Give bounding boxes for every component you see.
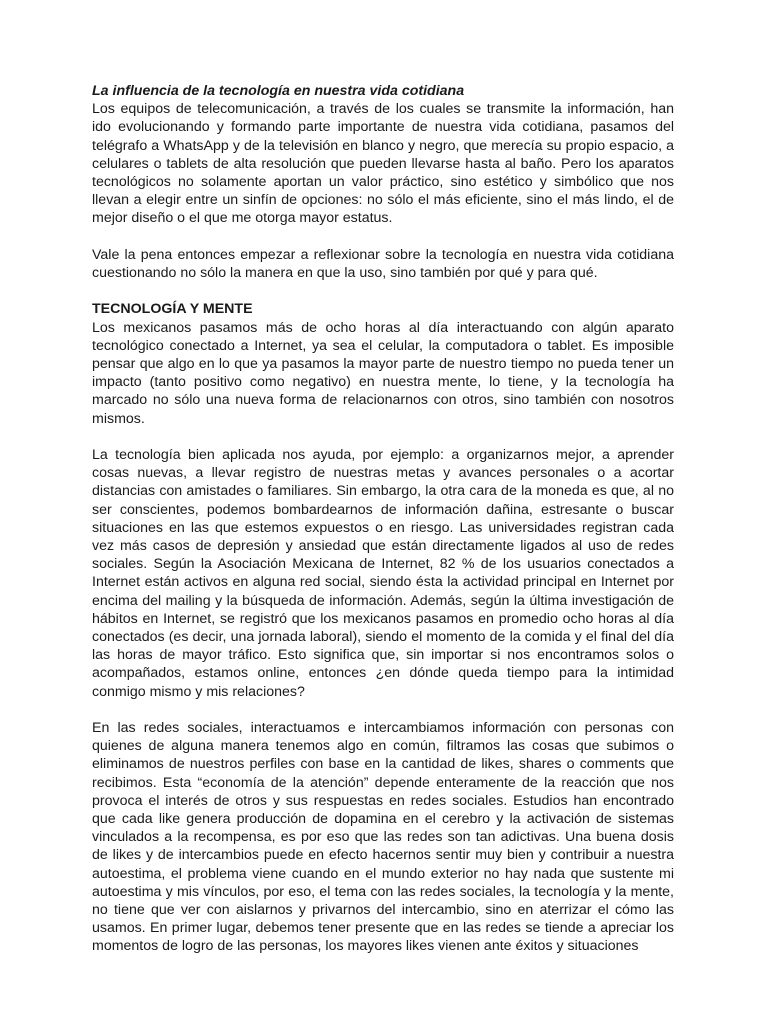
intro-paragraph-1: Los equipos de telecomunicación, a través de los cuales se transmite la información, han ido evolucionando y formando parte importante de nuestra vida cotidiana, pasamos del telégrafo a WhatsApp y de la televisión en blanco y negro, que merecía su propio espacio, a celulares o tablets de alta resolución que pueden llevarse hasta al baño. Pero los aparatos tecnológicos no solamente aportan un valor práctico, sino estético y simbólico que nos llevan a elegir entre un sinfín de opciones: no sólo el más eficiente, sino el más lindo, el de mejor diseño o el que me otorga mayor estatus. (92, 101, 674, 227)
section-paragraph-2: La tecnología bien aplicada nos ayuda, por ejemplo: a organizarnos mejor, a aprender cosas nuevas, a llevar registro de nuestras metas y avances personales o a acortar distancias con amistades o familiares. Sin embargo, la otra cara de la moneda es que, al no ser conscientes, podemos bombardearnos de información dañina, estresante o buscar situaciones en las que estemos expuestos o en riesgo. Las universidades registran cada vez más casos de depresión y ansiedad que están directamente ligados al uso de redes sociales. Según la Asociación Mexicana de Internet, 82 % de los usuarios conectados a Internet están activos en alguna red social, siendo ésta la actividad principal en Internet por encima del mailing y la búsqueda de información. Además, según la última investigación de hábitos en Internet, se registró que los mexicanos pasamos en promedio ocho horas al día conectados (es decir, una jornada laboral), siendo el momento de la comida y el final del día las horas de mayor tráfico. Esto significa que, sin importar si nos encontramos solos o acompañados, estamos online, entonces ¿en dónde queda tiempo para la intimidad conmigo mismo y mis relaciones? (92, 447, 674, 700)
paragraph-spacer (92, 282, 674, 300)
paragraph-spacer (92, 701, 674, 719)
section-paragraph-1: Los mexicanos pasamos más de ocho horas al día interactuando con algún aparato tecnológico conectado a Internet, ya sea el celular, la computadora o tablet. Es imposible pensar que algo en lo que ya pasamos la mayor parte de nuestro tiempo no pueda tener un impacto (tanto positivo como negativo) en nuestra mente, lo tiene, y la tecnología ha marcado no sólo una nueva forma de relacionarnos con otros, sino también con nosotros mismos. (92, 319, 674, 427)
document-page (92, 82, 674, 956)
document-title: La influencia de la tecnología en nuestra vida cotidiana (92, 83, 465, 99)
section-heading: TECNOLOGÍA Y MENTE (92, 301, 253, 318)
section-paragraph-3: En las redes sociales, interactuamos e intercambiamos información con personas con quienes de alguna manera tenemos algo en común, filtramos las cosas que subimos o eliminamos de nuestros perfiles con base en la cantidad de likes, shares o comments que recibimos. Esta “economía de la atención” depende enteramente de la reacción que nos provoca el interés de otros y sus respuestas en redes sociales. Estudios han encontrado que cada like genera producción de dopamina en el cerebro y la activación de sistemas vinculados a la recompensa, es por eso que las redes son tan adictivas. Una buena dosis de likes y de intercambios puede en efecto hacernos sentir muy bien y contribuir a nuestra autoestima, el problema viene cuando en el mundo exterior no hay nada que sustente mi autoestima y mis vínculos, por eso, el tema con las redes sociales, la tecnología y la mente, no tiene que ver con aislarnos y privarnos del intercambio, sino en aterrizar el cómo las usamos. En primer lugar, debemos tener presente que en las redes se tiende a apreciar los momentos de logro de las personas, los mayores likes vienen ante éxitos y situaciones (92, 720, 674, 955)
intro-paragraph-2: Vale la pena entonces empezar a reflexionar sobre la tecnología en nuestra vida cotidiana cuestionando no sólo la manera en que la uso, sino también por qué y para qué. (92, 246, 674, 282)
paragraph-spacer (92, 428, 674, 446)
paragraph-spacer (92, 228, 674, 246)
